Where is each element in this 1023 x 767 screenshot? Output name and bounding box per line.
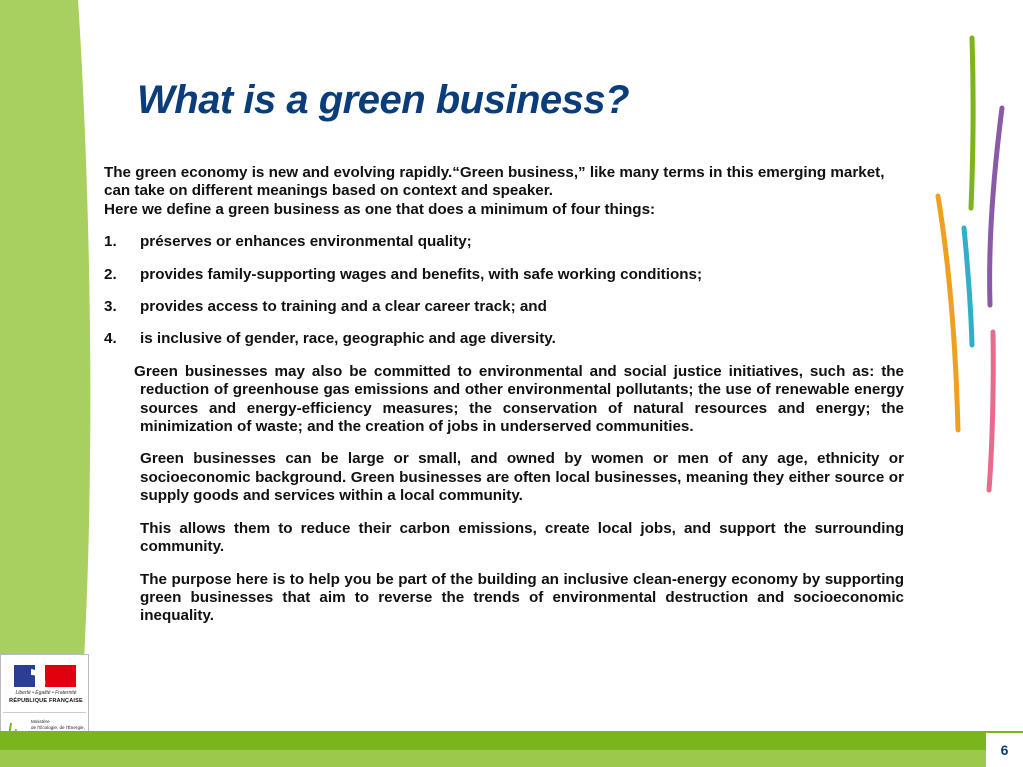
criteria-list	[104, 233, 904, 349]
republic-motto: Liberté • Égalité • Fraternité	[15, 690, 77, 696]
footer-bar-top	[0, 731, 1023, 750]
footer-bar-bottom	[0, 750, 1023, 767]
list-item	[104, 298, 904, 316]
list-item-text: provides family-supporting wages and benefits, with safe working conditions;	[140, 265, 703, 283]
slide-body	[104, 164, 904, 640]
page-number: 6	[986, 733, 1023, 767]
list-item-text: is inclusive of gender, race, geographic and age diversity.	[140, 330, 556, 348]
decorative-lines-graphic	[920, 30, 1020, 500]
list-item-text: provides access to training and a clear career track; and	[140, 298, 547, 316]
paragraph-ownership: Green businesses can be large or small, and owned by women or men of any age, ethnicity or socioeconomic background. Green businesses are often local businesses, meaning they either source or supply goods and services within a local community.	[140, 450, 904, 505]
marianne-logo	[1, 655, 90, 695]
ministry-name: Ministère de l'Écologie, de l'Énergie,	[31, 719, 85, 730]
paragraph-commitments: Green businesses may also be committed to environmental and social justice initiatives, such as: the reduction of greenhouse gas emissions and other environmental pollutants; the use of renewable energy sources and energy-efficiency measures; the conservation of natural resources and energy; the minimization of waste; and the creation of jobs in underserved communities.	[134, 362, 904, 436]
intro-text-definition: Here we define a green business as one that does a minimum of four things:	[104, 200, 656, 218]
logo-divider	[3, 712, 86, 713]
list-number: 4.	[104, 330, 117, 348]
slide-title: What is a green business?	[137, 78, 630, 122]
list-item	[104, 330, 904, 348]
paragraph-community: This allows them to reduce their carbon emissions, create local jobs, and support the surrounding community.	[140, 519, 904, 556]
list-number: 1.	[104, 233, 117, 251]
republic-name: RÉPUBLIQUE FRANÇAISE	[9, 698, 83, 704]
list-number: 3.	[104, 298, 117, 316]
list-item	[104, 266, 904, 284]
paragraph-purpose: The purpose here is to help you be part of the building an inclusive clean-energy economy by supporting green businesses that aim to reverse the trends of environmental destruction and socioeconomic inequality.	[140, 570, 904, 625]
list-number: 2.	[104, 265, 117, 283]
intro-text: The green economy is new and evolving rapidly.“Green business,” like many terms in this emerging market, can take on different meanings based on context and speaker.	[104, 164, 885, 200]
left-green-band	[0, 0, 95, 660]
list-item-text: préserves or enhances environmental quality;	[140, 233, 472, 251]
footer-bar	[0, 731, 1023, 767]
list-item	[104, 233, 904, 251]
